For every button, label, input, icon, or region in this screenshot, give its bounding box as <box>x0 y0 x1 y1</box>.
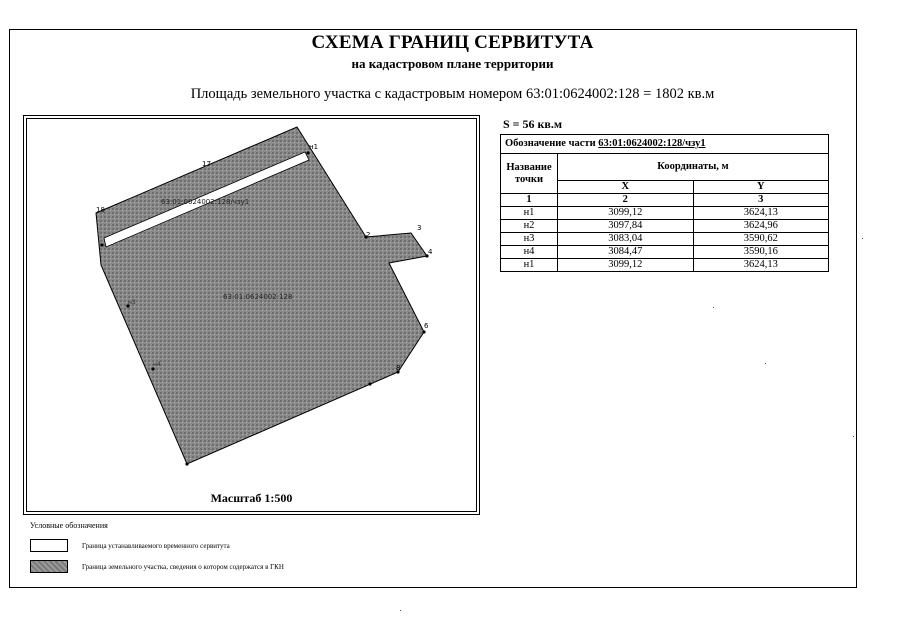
point-x: 3097,84 <box>558 220 694 233</box>
scan-speck <box>713 307 714 308</box>
map-scale: Масштаб 1:500 <box>210 491 293 505</box>
designation-row <box>501 135 829 154</box>
legend-servitude-swatch <box>30 539 68 552</box>
legend-parcel-text: Граница земельного участка, сведения о котором содержатся в ГКН <box>82 563 284 571</box>
col-header-name: Название точки <box>501 154 558 194</box>
point-name: н1 <box>501 259 558 272</box>
point-label-n3: н3 <box>128 299 136 306</box>
point-name: н2 <box>501 220 558 233</box>
point-label-17: 17 <box>202 160 211 168</box>
point-x: 3083,04 <box>558 233 694 246</box>
scan-speck <box>400 610 401 611</box>
point-label-n1: н1 <box>309 143 319 151</box>
point-y: 3590,62 <box>693 233 829 246</box>
column-number-row <box>501 194 829 207</box>
col-number-2: 2 <box>558 194 694 207</box>
legend-parcel-swatch <box>30 560 68 573</box>
servitude-label: 63:01:0624002:128/чзу1 <box>161 198 250 206</box>
parcel-label: 63:01:0624002:128 <box>223 293 293 301</box>
header-row <box>501 154 829 181</box>
scan-speck <box>853 436 854 437</box>
col-header-y: Y <box>693 181 829 194</box>
table-row <box>501 259 829 272</box>
col-number-1: 1 <box>501 194 558 207</box>
point-y: 3624,96 <box>693 220 829 233</box>
point-name: н3 <box>501 233 558 246</box>
table-row <box>501 233 829 246</box>
point-label-6: 6 <box>424 322 429 330</box>
area-statement: Площадь земельного участка с кадастровым номером 63:01:0624002:128 = 1802 кв.м <box>190 86 715 102</box>
servitude-area: S = 56 кв.м <box>503 117 563 131</box>
point-x: 3099,12 <box>558 207 694 220</box>
designation-prefix: Обозначение части <box>505 138 596 149</box>
legend-servitude-text: Граница устанавливаемого временного сервитута <box>82 542 230 550</box>
point-label-4: 4 <box>428 248 433 256</box>
table-row <box>501 246 829 259</box>
point-name: н1 <box>501 207 558 220</box>
point-label-3: 3 <box>417 224 422 232</box>
designation-code: 63:01:0624002:128/чзу1 <box>598 138 706 149</box>
legend-title: Условные обозначения <box>30 521 108 530</box>
document-title: СХЕМА ГРАНИЦ СЕРВИТУТА <box>311 32 594 53</box>
document-subtitle: на кадастровом плане территории <box>351 56 554 71</box>
point-x: 3099,12 <box>558 259 694 272</box>
point-label-n2: н2 <box>106 239 114 246</box>
point-label-n4: н4 <box>153 361 161 368</box>
point-label-8: 8 <box>396 364 401 372</box>
col-header-x: X <box>558 181 694 194</box>
point-label-18: 18 <box>96 206 105 214</box>
point-name: н4 <box>501 246 558 259</box>
point-y: 3624,13 <box>693 207 829 220</box>
col-number-3: 3 <box>693 194 829 207</box>
table-row <box>501 207 829 220</box>
table-row <box>501 220 829 233</box>
point-x: 3084,47 <box>558 246 694 259</box>
scan-speck <box>862 238 863 239</box>
map-frame <box>23 115 480 515</box>
point-label-2: 2 <box>366 231 371 239</box>
scan-speck <box>765 363 766 364</box>
point-y: 3624,13 <box>693 259 829 272</box>
point-y: 3590,16 <box>693 246 829 259</box>
col-header-coords: Координаты, м <box>558 154 829 181</box>
cadastral-map <box>24 116 481 516</box>
coordinates-table <box>500 134 829 272</box>
